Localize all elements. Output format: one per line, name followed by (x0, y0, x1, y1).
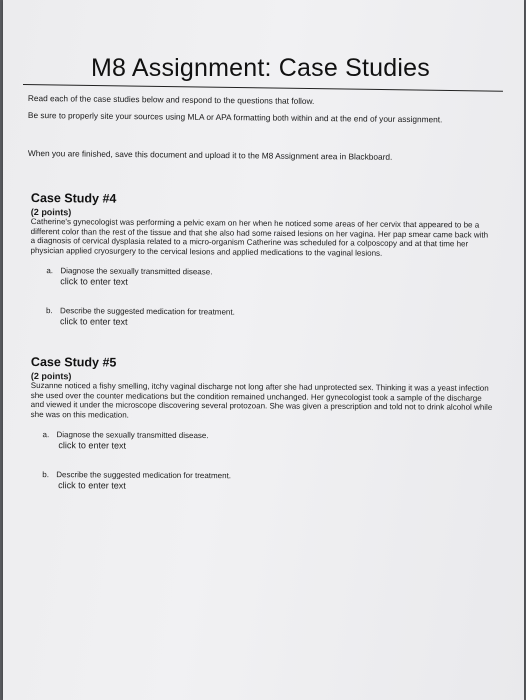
answer-field[interactable]: click to enter text (58, 480, 126, 491)
question-b (30, 470, 492, 493)
document-page (3, 0, 524, 700)
document-title: M8 Assignment: Case Studies (91, 54, 430, 82)
title-divider (23, 84, 503, 92)
question-letter: a. (42, 430, 50, 440)
case-study-points: (2 points) (30, 370, 72, 382)
case-study-title: Case Study #4 (30, 191, 117, 206)
question-letter: b. (42, 470, 49, 480)
answer-field[interactable]: click to enter text (60, 276, 128, 288)
instructions-read: Read each of the case studies below and respond to the questions that follow. (27, 93, 315, 106)
question-letter: a. (46, 266, 54, 276)
case-study-text: Catherine's gynecologist was performing a pelvic exam on her when he noticed some areas of her cervix that appeared to be a different color than the rest of the tissue and that she also had some raised lesions on her vagina. Her pap smear came back with a diagnosis of cervical dysplasia related to a micro-organism Catherine was scheduled for a colposcopy and at that time her physician applied cryosurgery to the cervical lesions and applied medications to the vaginal lesions. (30, 216, 489, 258)
question-prompt: Describe the suggested medication for treatment. (60, 306, 235, 317)
question-letter: b. (46, 306, 53, 316)
instructions-citations: Be sure to properly site your sources using MLA or APA formatting both within and at the end of your assignment. (27, 110, 443, 125)
case-study-4 (30, 191, 493, 330)
question-a (30, 430, 492, 453)
case-study-5 (30, 355, 493, 493)
question-prompt: Diagnose the sexually transmitted disease. (56, 430, 209, 441)
question-b (30, 306, 492, 330)
question-prompt: Describe the suggested medication for treatment. (56, 470, 232, 481)
case-study-text: Suzanne noticed a fishy smelling, itchy vaginal discharge not long after she had unprotected sex. Thinking it was a yeast infection she used over the counter medications but the condition remained unchanged. Her gynecologist took a sample of the discharge and viewed it under the microscope discovering several protozoan. She was given a prescription and told not to drink alcohol while she was on this medication. (30, 380, 493, 420)
case-study-points: (2 points) (30, 206, 72, 218)
answer-field[interactable]: click to enter text (58, 440, 127, 451)
instructions-upload: When you are finished, save this document and upload it to the M8 Assignment area in Blackboard. (27, 148, 393, 162)
question-prompt: Diagnose the sexually transmitted disease. (60, 266, 213, 277)
answer-field[interactable]: click to enter text (59, 316, 128, 328)
case-study-title: Case Study #5 (30, 355, 117, 370)
question-a (30, 266, 492, 290)
